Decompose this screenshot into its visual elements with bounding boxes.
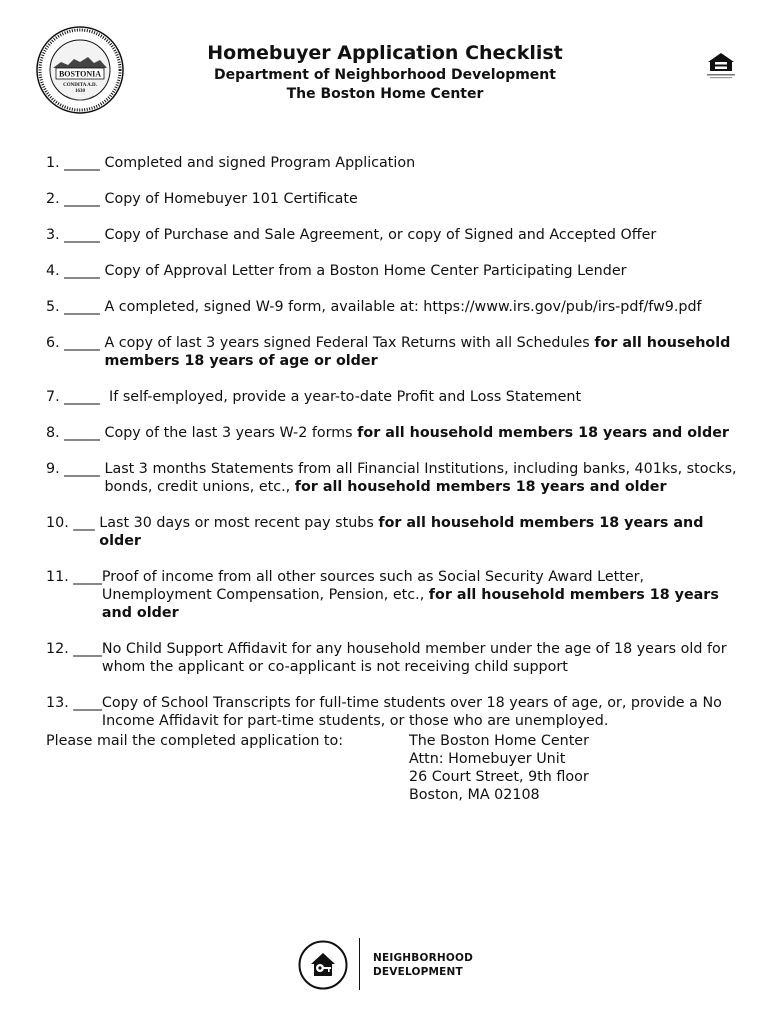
checklist-item [46,334,746,370]
item-text: Copy of Purchase and Sale Agreement, or copy of Signed and Accepted Offer [104,227,657,243]
address-line: 26 Court Street, 9th floor [409,769,589,785]
item-text: Last 3 months Statements from all Financial Institutions, including banks, 401ks, stocks, bonds, credit unions, etc., [104,461,737,495]
item-text: No Child Support Affidavit for any household member under the age of 18 years old for whom the applicant or co-applicant is not receiving child support [101,641,727,675]
neighborhood-house-key-icon [298,940,348,990]
seal-line-1: BOSTONIA [58,69,102,79]
item-number: 1. _____ [46,155,105,171]
mail-instructions: Please mail the completed application to: [46,733,344,749]
item-text: Copy of Approval Letter from a Boston Home Center Participating Lender [104,263,627,279]
checklist [46,154,746,748]
item-number: 9. _____ [46,461,105,477]
item-text: A copy of last 3 years signed Federal Tax Returns with all Schedules [104,335,595,351]
checklist-item [46,190,746,208]
address-line: Boston, MA 02108 [409,787,540,803]
document-header [190,42,580,104]
center-name: The Boston Home Center [286,86,484,102]
checklist-item [46,388,746,406]
item-text: A completed, signed W-9 form, available at: https://www.irs.gov/pub/irs-pdf/fw9.pdf [104,299,702,315]
item-text: Completed and signed Program Application [104,155,416,171]
item-text: Proof of income from all other sources such as Social Security Award Letter, Unemployment Compensation, Pension, etc., [101,569,645,603]
item-number: 5. _____ [46,299,105,315]
item-number: 6. _____ [46,335,105,351]
footer-line-2: DEVELOPMENT [373,966,463,978]
checklist-item [46,514,746,550]
checklist-item [46,154,746,172]
seal-line-3: 1630 [75,89,85,94]
department-name: Department of Neighborhood Development [214,67,556,83]
item-number: 7. _____ [46,389,110,405]
address-line: The Boston Home Center [409,733,589,749]
item-number: 10. ___ [46,515,100,531]
checklist-item [46,298,746,316]
item-number: 13. ____ [46,695,102,711]
seal-line-2: CONDITA A.D. [63,83,97,88]
item-text: Copy of School Transcripts for full-time students over 18 years of age, or, provide a No Income Affidavit for part-time students, or those who are unemployed. [101,695,722,729]
item-bold-text: for all household members 18 years and older [101,587,719,621]
checklist-item [46,226,746,244]
mailing-address [409,732,589,804]
item-number: 3. _____ [46,227,105,243]
item-bold-text: for all household members 18 years and older [294,479,667,495]
item-text: Copy of the last 3 years W-2 forms [104,425,358,441]
item-text: Copy of Homebuyer 101 Certificate [104,191,358,207]
checklist-item [46,424,746,442]
footer-department-name [373,951,473,979]
item-number: 11. ____ [46,569,102,585]
checklist-item [46,568,746,622]
address-line: Attn: Homebuyer Unit [409,751,566,767]
item-bold-text: for all household members 18 years and older [357,425,729,441]
page-title: Homebuyer Application Checklist [207,42,563,64]
checklist-item [46,640,746,676]
checklist-item [46,694,746,730]
checklist-item [46,262,746,280]
item-number: 8. _____ [46,425,105,441]
equal-housing-opportunity-icon [703,50,739,80]
item-number: 4. _____ [46,263,105,279]
item-bold-text: for all household members 18 years and older [99,515,704,549]
footer-divider [359,938,360,990]
item-text: If self-employed, provide a year-to-date Profit and Loss Statement [109,389,582,405]
item-number: 2. _____ [46,191,105,207]
footer-line-1: NEIGHBORHOOD [373,952,474,964]
item-bold-text: for all household members 18 years of age or older [104,335,731,369]
checklist-item [46,460,746,496]
item-number: 12. ____ [46,641,102,657]
city-seal-icon [36,26,124,114]
item-text: Last 30 days or most recent pay stubs [99,515,379,531]
